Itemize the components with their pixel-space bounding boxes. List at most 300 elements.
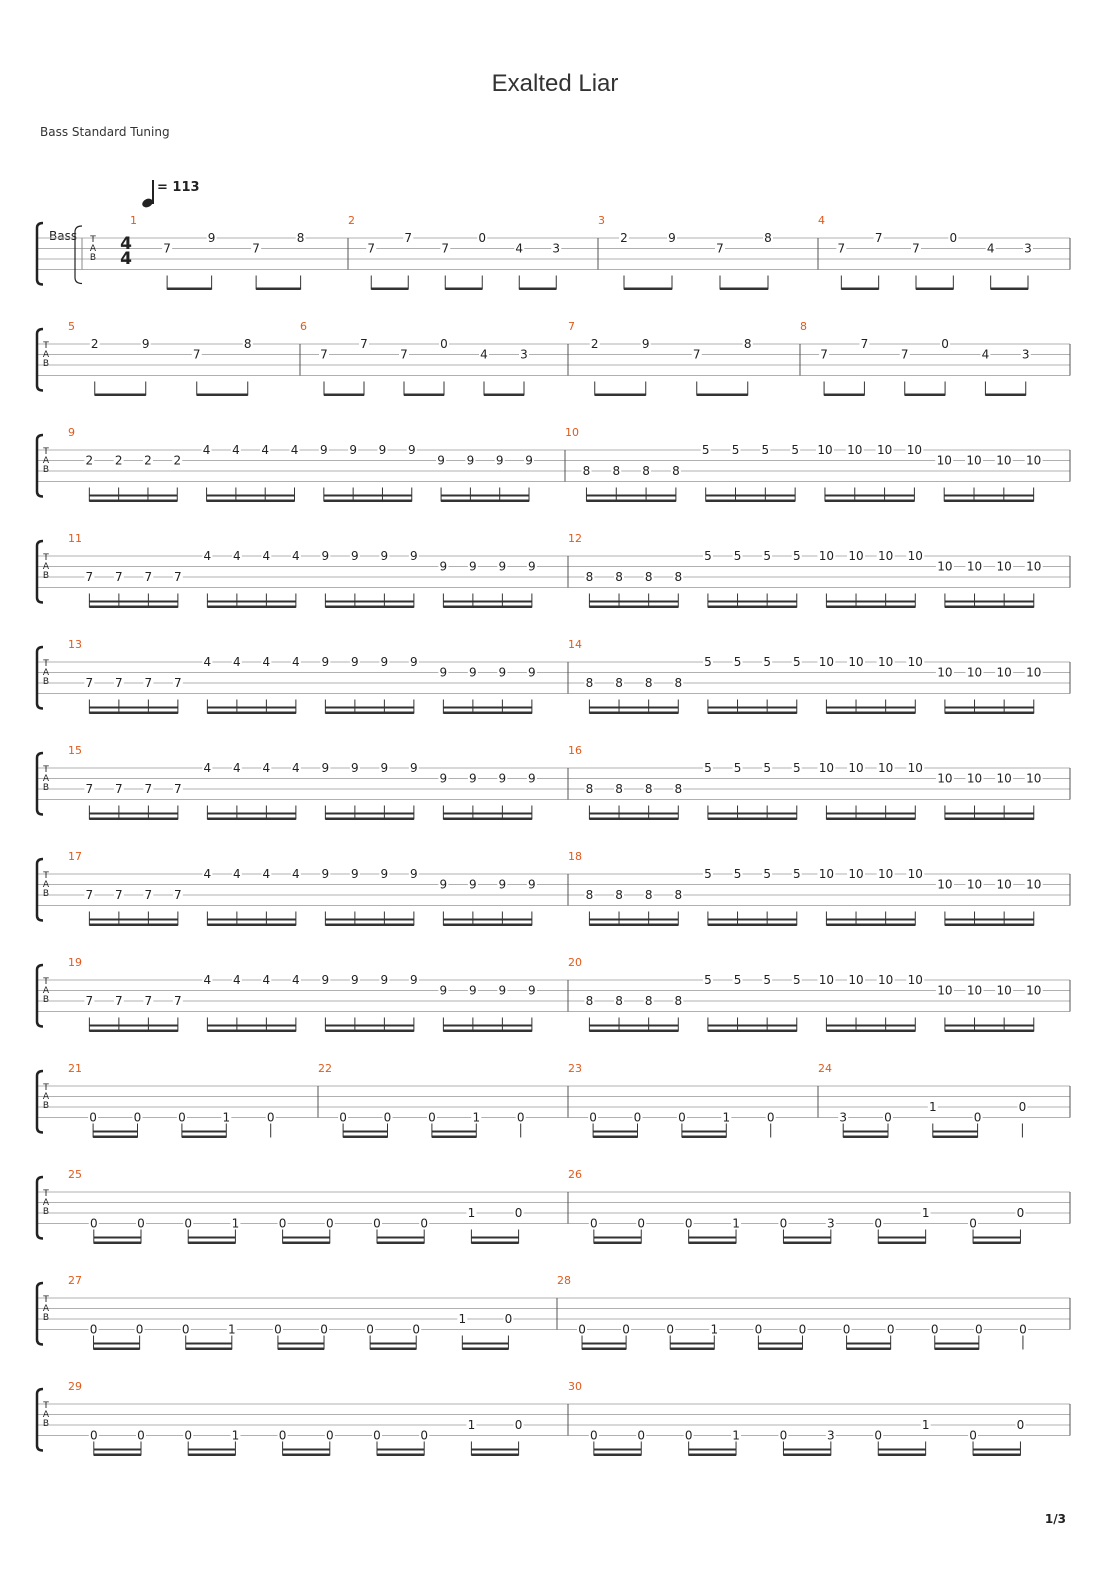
fret-number: 2 — [85, 453, 94, 468]
fret-number: 8 — [585, 570, 594, 584]
tab-clef-letter: A — [42, 456, 50, 466]
fret-number: 5 — [701, 443, 710, 457]
measure-number: 29 — [68, 1380, 82, 1393]
fret-number: 9 — [528, 559, 536, 574]
tab-clef-letter: B — [42, 359, 50, 369]
beam — [991, 288, 1028, 291]
fret-number: 0 — [420, 1216, 429, 1231]
beam — [589, 1030, 678, 1033]
beam — [589, 924, 678, 927]
beam — [708, 818, 797, 821]
beam-secondary — [670, 1343, 714, 1345]
fret-number: 5 — [792, 973, 801, 987]
time-signature-digit: 4 — [120, 234, 132, 254]
fret-number: 9 — [498, 877, 507, 892]
fret-number: 5 — [733, 655, 742, 669]
fret-number: 8 — [585, 676, 594, 690]
fret-number: 7 — [252, 241, 260, 256]
fret-number: 4 — [203, 761, 212, 775]
beam-secondary — [443, 919, 532, 921]
beam — [443, 924, 532, 927]
fret-number: 8 — [644, 570, 653, 584]
beam — [945, 1030, 1034, 1033]
fret-number: 7 — [163, 241, 171, 256]
beam-secondary — [593, 1131, 637, 1133]
fret-number: 0 — [133, 1110, 142, 1125]
beam-secondary — [945, 919, 1034, 921]
beam — [182, 1136, 226, 1139]
tab-clef-letter: B — [42, 1207, 50, 1217]
beam-secondary — [93, 1131, 137, 1133]
beam — [278, 1348, 324, 1351]
fret-number: 0 — [184, 1216, 193, 1231]
fret-number: 10 — [1026, 877, 1042, 892]
beam-secondary — [708, 813, 797, 815]
fret-number: 5 — [733, 867, 742, 881]
beam-secondary — [207, 707, 296, 709]
fret-number: 7 — [441, 241, 450, 256]
beam-secondary — [94, 1237, 141, 1239]
beam — [377, 1242, 424, 1245]
fret-number: 0 — [941, 337, 949, 351]
measure-number: 10 — [565, 426, 579, 439]
fret-number: 9 — [439, 665, 448, 680]
measure-number: 1 — [130, 214, 137, 227]
fret-number: 1 — [231, 1428, 240, 1443]
beam-secondary — [826, 1025, 915, 1027]
beam — [973, 1242, 1020, 1245]
tab-clef-letter: B — [42, 1419, 50, 1429]
beam-secondary — [370, 1343, 416, 1345]
fret-number: 8 — [644, 782, 653, 796]
fret-number: 4 — [986, 241, 995, 256]
fret-number: 7 — [716, 241, 724, 256]
measure-number: 15 — [68, 744, 82, 757]
fret-number: 5 — [763, 655, 771, 669]
fret-number: 0 — [637, 1216, 646, 1231]
fret-number: 10 — [878, 549, 894, 563]
tab-clef-letter: T — [43, 1083, 49, 1093]
beam — [945, 712, 1034, 715]
beam — [841, 288, 878, 291]
fret-number: 0 — [969, 1428, 977, 1443]
beam — [589, 712, 678, 715]
tab-clef-letter: T — [43, 1401, 49, 1411]
beam — [89, 712, 178, 715]
fret-number: 10 — [818, 655, 835, 669]
fret-number: 10 — [817, 443, 833, 457]
beam-secondary — [186, 1343, 232, 1345]
fret-number: 0 — [89, 1110, 97, 1125]
fret-number: 9 — [469, 771, 477, 786]
fret-number: 4 — [981, 347, 990, 362]
beam-secondary — [589, 601, 678, 603]
measure-number: 12 — [568, 532, 582, 545]
fret-number: 0 — [589, 1110, 597, 1125]
beam-secondary — [443, 707, 532, 709]
beam-secondary — [589, 707, 678, 709]
fret-number: 9 — [498, 665, 507, 680]
fret-number: 10 — [1026, 559, 1042, 574]
beam — [586, 500, 675, 503]
beam-secondary — [89, 707, 178, 709]
beam — [826, 1030, 915, 1033]
tab-clef-letter: A — [89, 244, 97, 254]
beam — [89, 606, 178, 609]
measure-number: 7 — [568, 320, 575, 333]
fret-number: 0 — [874, 1216, 883, 1231]
fret-number: 3 — [1021, 347, 1030, 362]
fret-number: 0 — [949, 231, 958, 245]
fret-number: 1 — [231, 1216, 240, 1231]
beam-secondary — [207, 495, 295, 497]
beam-secondary — [878, 1449, 925, 1451]
beam-secondary — [324, 495, 412, 497]
tab-clef-letter: A — [42, 668, 50, 678]
fret-number: 4 — [233, 761, 241, 775]
beam — [256, 288, 301, 291]
tab-clef-letter: B — [42, 1101, 50, 1111]
beam-secondary — [188, 1237, 235, 1239]
fret-number: 7 — [320, 347, 328, 362]
tab-clef-letter: T — [43, 1189, 49, 1199]
beam — [973, 1454, 1020, 1457]
beam-secondary — [325, 601, 414, 603]
fret-number: 7 — [360, 337, 368, 351]
measure-number: 14 — [568, 638, 582, 651]
fret-number: 4 — [292, 655, 300, 669]
beam — [783, 1454, 830, 1457]
tab-clef-letter: A — [42, 1304, 50, 1314]
beam — [443, 818, 532, 821]
fret-number: 5 — [792, 655, 801, 669]
beam — [462, 1348, 508, 1351]
tab-clef-letter: A — [42, 1092, 50, 1102]
fret-number: 7 — [174, 888, 182, 902]
beam — [89, 818, 178, 821]
beam — [682, 1136, 726, 1139]
beam-secondary — [708, 601, 797, 603]
beam-secondary — [973, 1237, 1020, 1239]
fret-number: 10 — [936, 453, 952, 468]
fret-number: 8 — [612, 464, 621, 478]
beam-secondary — [847, 1343, 891, 1345]
tab-clef-letter: T — [43, 341, 49, 351]
fret-number: 10 — [937, 559, 953, 574]
fret-number: 9 — [407, 443, 416, 457]
fret-number: 0 — [181, 1322, 190, 1337]
fret-number: 9 — [437, 453, 445, 468]
instrument-label: Bass — [49, 229, 78, 243]
fret-number: 10 — [996, 877, 1012, 892]
fret-number: 9 — [495, 453, 504, 468]
fret-number: 4 — [262, 867, 271, 881]
fret-number: 4 — [262, 973, 271, 987]
tab-clef-letter: T — [43, 765, 49, 775]
fret-number: 7 — [174, 570, 182, 584]
beam-secondary — [826, 919, 915, 921]
fret-number: 7 — [85, 782, 94, 796]
fret-number: 8 — [585, 888, 594, 902]
beam — [589, 606, 678, 609]
fret-number: 9 — [498, 771, 507, 786]
measure-number: 20 — [568, 956, 582, 969]
fret-number: 9 — [469, 983, 477, 998]
beam — [370, 1348, 416, 1351]
beam-secondary — [207, 601, 296, 603]
fret-number: 7 — [85, 888, 94, 902]
measure-number: 6 — [300, 320, 307, 333]
fret-number: 7 — [115, 888, 123, 902]
fret-number: 0 — [622, 1322, 630, 1337]
beam — [624, 288, 672, 291]
beam — [404, 394, 444, 397]
song-title: Exalted Liar — [491, 70, 619, 97]
fret-number: 7 — [144, 994, 153, 1008]
tab-clef-letter: B — [42, 783, 50, 793]
fret-number: 10 — [878, 867, 894, 881]
tab-clef-letter: A — [42, 1198, 50, 1208]
fret-number: 3 — [827, 1216, 835, 1231]
fret-number: 0 — [278, 1428, 287, 1443]
beam — [89, 924, 178, 927]
fret-number: 0 — [973, 1110, 982, 1125]
beam-secondary — [708, 1025, 797, 1027]
fret-number: 0 — [633, 1110, 642, 1125]
beam-secondary — [377, 1449, 424, 1451]
tab-clef-letter: T — [43, 447, 49, 457]
beam-secondary — [377, 1237, 424, 1239]
fret-number: 9 — [349, 443, 357, 457]
beam-secondary — [933, 1131, 978, 1133]
tab-clef-letter: A — [42, 880, 50, 890]
fret-number: 7 — [115, 676, 123, 690]
fret-number: 7 — [85, 676, 94, 690]
beam — [689, 1242, 736, 1245]
tab-clef-letter: B — [42, 889, 50, 899]
beam — [343, 1136, 387, 1139]
beam — [432, 1136, 476, 1139]
beam — [878, 1242, 925, 1245]
fret-number: 10 — [996, 665, 1012, 680]
fret-number: 7 — [144, 888, 153, 902]
fret-number: 9 — [351, 761, 359, 775]
fret-number: 10 — [818, 973, 835, 987]
fret-number: 9 — [321, 867, 330, 881]
fret-number: 8 — [674, 888, 683, 902]
fret-number: 10 — [937, 665, 953, 680]
beam-secondary — [708, 919, 797, 921]
fret-number: 0 — [440, 337, 448, 351]
fret-number: 0 — [1016, 1418, 1025, 1432]
fret-number: 5 — [704, 655, 712, 669]
fret-number: 8 — [615, 676, 623, 690]
beam — [377, 1454, 424, 1457]
beam-secondary — [188, 1449, 235, 1451]
fret-number: 10 — [818, 761, 835, 775]
fret-number: 7 — [144, 570, 153, 584]
fret-number: 7 — [400, 347, 408, 362]
beam-secondary — [443, 1025, 532, 1027]
beam — [471, 1242, 518, 1245]
beam-secondary — [441, 495, 529, 497]
fret-number: 4 — [262, 549, 271, 563]
beam-secondary — [89, 919, 178, 921]
fret-number: 5 — [704, 761, 712, 775]
fret-number: 9 — [469, 665, 477, 680]
fret-number: 9 — [321, 761, 330, 775]
fret-number: 0 — [320, 1322, 328, 1337]
beam-secondary — [325, 1025, 414, 1027]
tab-clef-letter: B — [42, 677, 50, 687]
fret-number: 0 — [684, 1216, 693, 1231]
fret-number: 9 — [439, 771, 448, 786]
fret-number: 9 — [207, 231, 216, 245]
beam — [188, 1454, 235, 1457]
fret-number: 0 — [842, 1322, 851, 1337]
beam — [916, 288, 953, 291]
fret-number: 8 — [743, 337, 752, 351]
fret-number: 0 — [514, 1206, 523, 1220]
beam-secondary — [826, 601, 915, 603]
fret-number: 0 — [779, 1428, 788, 1443]
measure-number: 4 — [818, 214, 825, 227]
beam — [484, 394, 524, 397]
measure-number: 19 — [68, 956, 82, 969]
fret-number: 0 — [975, 1322, 983, 1337]
beam — [94, 1454, 141, 1457]
fret-number: 9 — [320, 443, 328, 457]
fret-number: 0 — [578, 1322, 586, 1337]
fret-number: 1 — [467, 1418, 476, 1432]
fret-number: 8 — [585, 994, 594, 1008]
page-number: 1/3 — [1044, 1512, 1066, 1526]
fret-number: 8 — [644, 676, 653, 690]
fret-number: 0 — [504, 1312, 513, 1326]
fret-number: 9 — [351, 867, 359, 881]
measure-number: 26 — [568, 1168, 582, 1181]
fret-number: 0 — [514, 1418, 523, 1432]
fret-number: 10 — [1026, 665, 1042, 680]
fret-number: 9 — [668, 231, 676, 245]
fret-number: 0 — [684, 1428, 693, 1443]
fret-number: 9 — [466, 453, 475, 468]
beam-secondary — [471, 1449, 518, 1451]
fret-number: 0 — [266, 1110, 275, 1125]
fret-number: 1 — [228, 1322, 236, 1337]
beam — [720, 288, 768, 291]
tab-clef-letter: B — [42, 1313, 50, 1323]
fret-number: 8 — [615, 782, 623, 796]
fret-number: 0 — [420, 1428, 429, 1443]
fret-number: 9 — [528, 877, 536, 892]
beam — [197, 394, 248, 397]
measure-number: 27 — [68, 1274, 82, 1287]
tab-clef-letter: A — [42, 986, 50, 996]
beam — [670, 1348, 714, 1351]
fret-number: 4 — [292, 549, 300, 563]
beam — [207, 818, 296, 821]
beam — [207, 924, 296, 927]
fret-number: 0 — [412, 1322, 421, 1337]
measure-number: 2 — [348, 214, 355, 227]
beam-secondary — [207, 813, 296, 815]
fret-number: 0 — [325, 1216, 334, 1231]
fret-number: 0 — [590, 1216, 598, 1231]
fret-number: 5 — [792, 549, 801, 563]
fret-number: 3 — [827, 1428, 835, 1443]
beam-secondary — [325, 813, 414, 815]
beam — [283, 1454, 330, 1457]
fret-number: 9 — [469, 877, 477, 892]
beam-secondary — [783, 1237, 830, 1239]
fret-number: 9 — [528, 771, 536, 786]
measure-number: 24 — [818, 1062, 832, 1075]
fret-number: 3 — [520, 347, 528, 362]
fret-number: 10 — [847, 443, 863, 457]
fret-number: 5 — [731, 443, 740, 457]
fret-number: 8 — [615, 994, 623, 1008]
fret-number: 9 — [380, 761, 389, 775]
fret-number: 1 — [710, 1322, 719, 1337]
fret-number: 9 — [378, 443, 387, 457]
fret-number: 10 — [1026, 453, 1042, 468]
beam-secondary — [207, 1025, 296, 1027]
fret-number: 0 — [89, 1428, 98, 1443]
beam-secondary — [689, 1449, 736, 1451]
fret-number: 0 — [274, 1322, 282, 1337]
beam-secondary — [325, 707, 414, 709]
fret-number: 2 — [144, 453, 152, 468]
beam-secondary — [973, 1449, 1020, 1451]
beam-secondary — [758, 1343, 802, 1345]
beam-secondary — [589, 1025, 678, 1027]
beam — [582, 1348, 626, 1351]
fret-number: 10 — [937, 877, 953, 892]
fret-number: 0 — [1018, 1100, 1027, 1114]
fret-number: 4 — [233, 973, 241, 987]
beam-secondary — [283, 1449, 330, 1451]
fret-number: 1 — [732, 1428, 740, 1443]
beam — [324, 394, 364, 397]
fret-number: 10 — [966, 983, 983, 998]
fret-number: 9 — [410, 761, 418, 775]
beam-secondary — [207, 919, 296, 921]
fret-number: 7 — [85, 994, 94, 1008]
fret-number: 0 — [383, 1110, 392, 1125]
fret-number: 0 — [766, 1110, 775, 1125]
fret-number: 4 — [233, 867, 241, 881]
beam — [325, 1030, 414, 1033]
fret-number: 0 — [137, 1428, 145, 1443]
fret-number: 8 — [243, 337, 252, 351]
fret-number: 2 — [173, 453, 182, 468]
beam — [944, 500, 1033, 503]
fret-number: 9 — [439, 877, 448, 892]
tuning-label: Bass Standard Tuning — [40, 125, 170, 139]
fret-number: 2 — [114, 453, 123, 468]
beam-secondary — [945, 813, 1034, 815]
beam-secondary — [594, 1449, 641, 1451]
fret-number: 0 — [373, 1216, 381, 1231]
beam — [94, 1242, 141, 1245]
beam — [443, 712, 532, 715]
beam — [847, 1348, 891, 1351]
tab-clef-letter: A — [42, 1410, 50, 1420]
fret-number: 0 — [874, 1428, 883, 1443]
tab-clef-letter: B — [42, 571, 50, 581]
fret-number: 10 — [906, 443, 923, 457]
